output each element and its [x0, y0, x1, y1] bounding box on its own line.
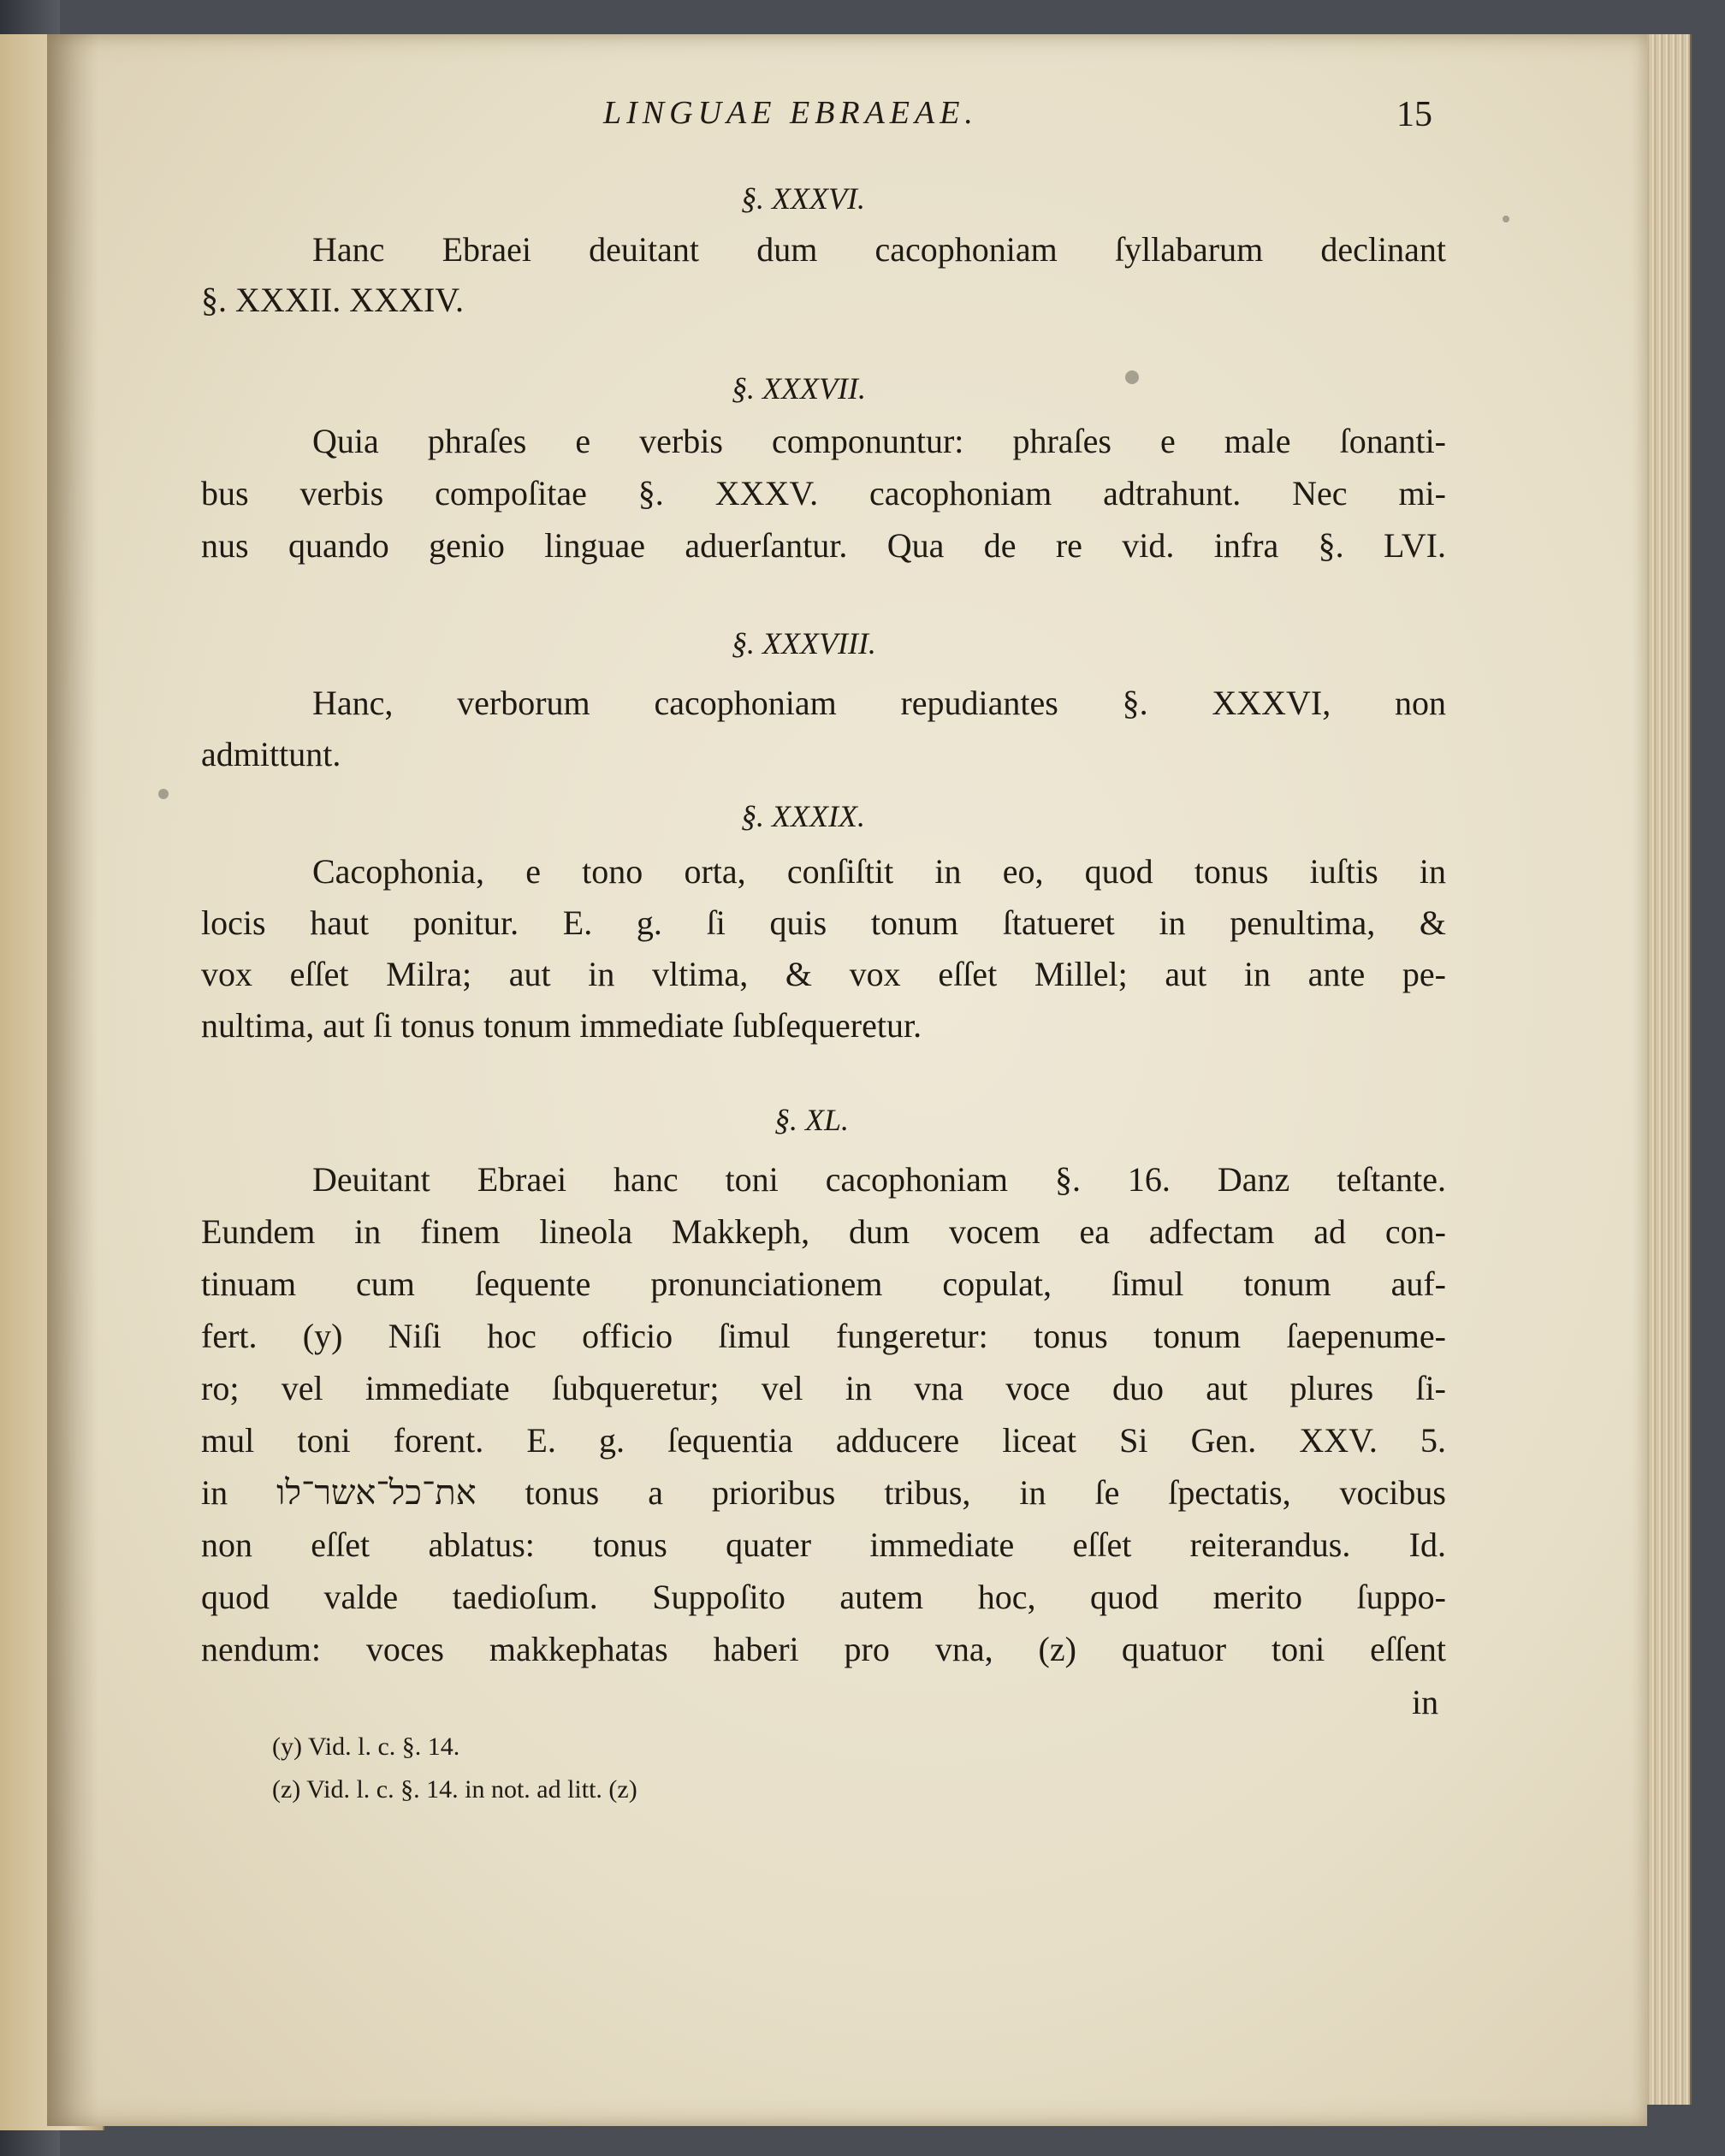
section-heading: §. XXXVIII. — [732, 626, 876, 660]
text-line: nendum: voces makkephatas haberi pro vna, (z) quatuor toni eſſent — [201, 1630, 1446, 1668]
text-line: quod valde taedioſum. Suppoſito autem hoc, quod merito ſuppo- — [201, 1578, 1446, 1616]
text-line: bus verbis compoſitae §. XXXV. cacophoniam adtrahunt. Nec mi- — [201, 474, 1446, 512]
running-head: LINGUAE EBRAEAE. — [603, 95, 978, 131]
section-heading: §. XXXVII. — [732, 371, 866, 406]
text-line: locis haut ponitur. E. g. ſi quis tonum ſtatueret in penultima, & — [201, 903, 1446, 942]
text-line: tinuam cum ſequente pronunciationem copulat, ſimul tonum auf- — [201, 1265, 1446, 1303]
text-line: Cacophonia, e tono orta, conſiſtit in eo, quod tonus iuſtis in — [312, 852, 1446, 891]
text-line: fert. (y) Niſi hoc officio ſimul fungeretur: tonus tonum ſaepenume- — [201, 1317, 1446, 1355]
section-heading: §. XXXVI. — [741, 181, 865, 216]
text-line: vox eſſet Milra; aut in vltima, & vox eſſet Millel; aut in ante pe- — [201, 955, 1446, 993]
text-line: ro; vel immediate ſubqueretur; vel in vna voce duo aut plures ſi- — [201, 1369, 1446, 1407]
section-heading: §. XL. — [774, 1103, 850, 1137]
text-line: non eſſet ablatus: tonus quater immediate eſſet reiterandus. Id. — [201, 1525, 1446, 1564]
text-line: Quia phraſes e verbis componuntur: phraſes e male ſonanti- — [312, 422, 1446, 460]
page-number: 15 — [1396, 95, 1432, 134]
section-heading: §. XXXIX. — [741, 799, 865, 833]
text-line: Eundem in finem lineola Makkeph, dum vocem ea adfectam ad con- — [201, 1212, 1446, 1251]
footnote: (y) Vid. l. c. §. 14. — [272, 1732, 460, 1761]
text-line: §. XXXII. XXXIV. — [201, 281, 465, 319]
text-line: Hanc Ebraei deuitant dum cacophoniam ſyllabarum declinant — [312, 230, 1446, 269]
catchword: in — [1412, 1683, 1439, 1721]
text-line: Hanc, verborum cacophoniam repudiantes §. XXXVI, non — [312, 684, 1446, 722]
text-line: Deuitant Ebraei hanc toni cacophoniam §. 16. Danz teſtante. — [312, 1160, 1446, 1199]
text-line: mul toni forent. E. g. ſequentia adducere liceat Si Gen. XXV. 5. — [201, 1421, 1446, 1460]
footnote: (z) Vid. l. c. §. 14. in not. ad litt. (z) — [272, 1775, 637, 1804]
text-line: admittunt. — [201, 735, 341, 773]
text-line: in את־כל־אשר־לו tonus a prioribus tribus, in ſe ſpectatis, vocibus — [201, 1473, 1446, 1512]
text-line: nus quando genio linguae aduerſantur. Qua de re vid. infra §. LVI. — [201, 526, 1446, 565]
text-line: nultima, aut ſi tonus tonum immediate ſubſequeretur. — [201, 1006, 922, 1045]
